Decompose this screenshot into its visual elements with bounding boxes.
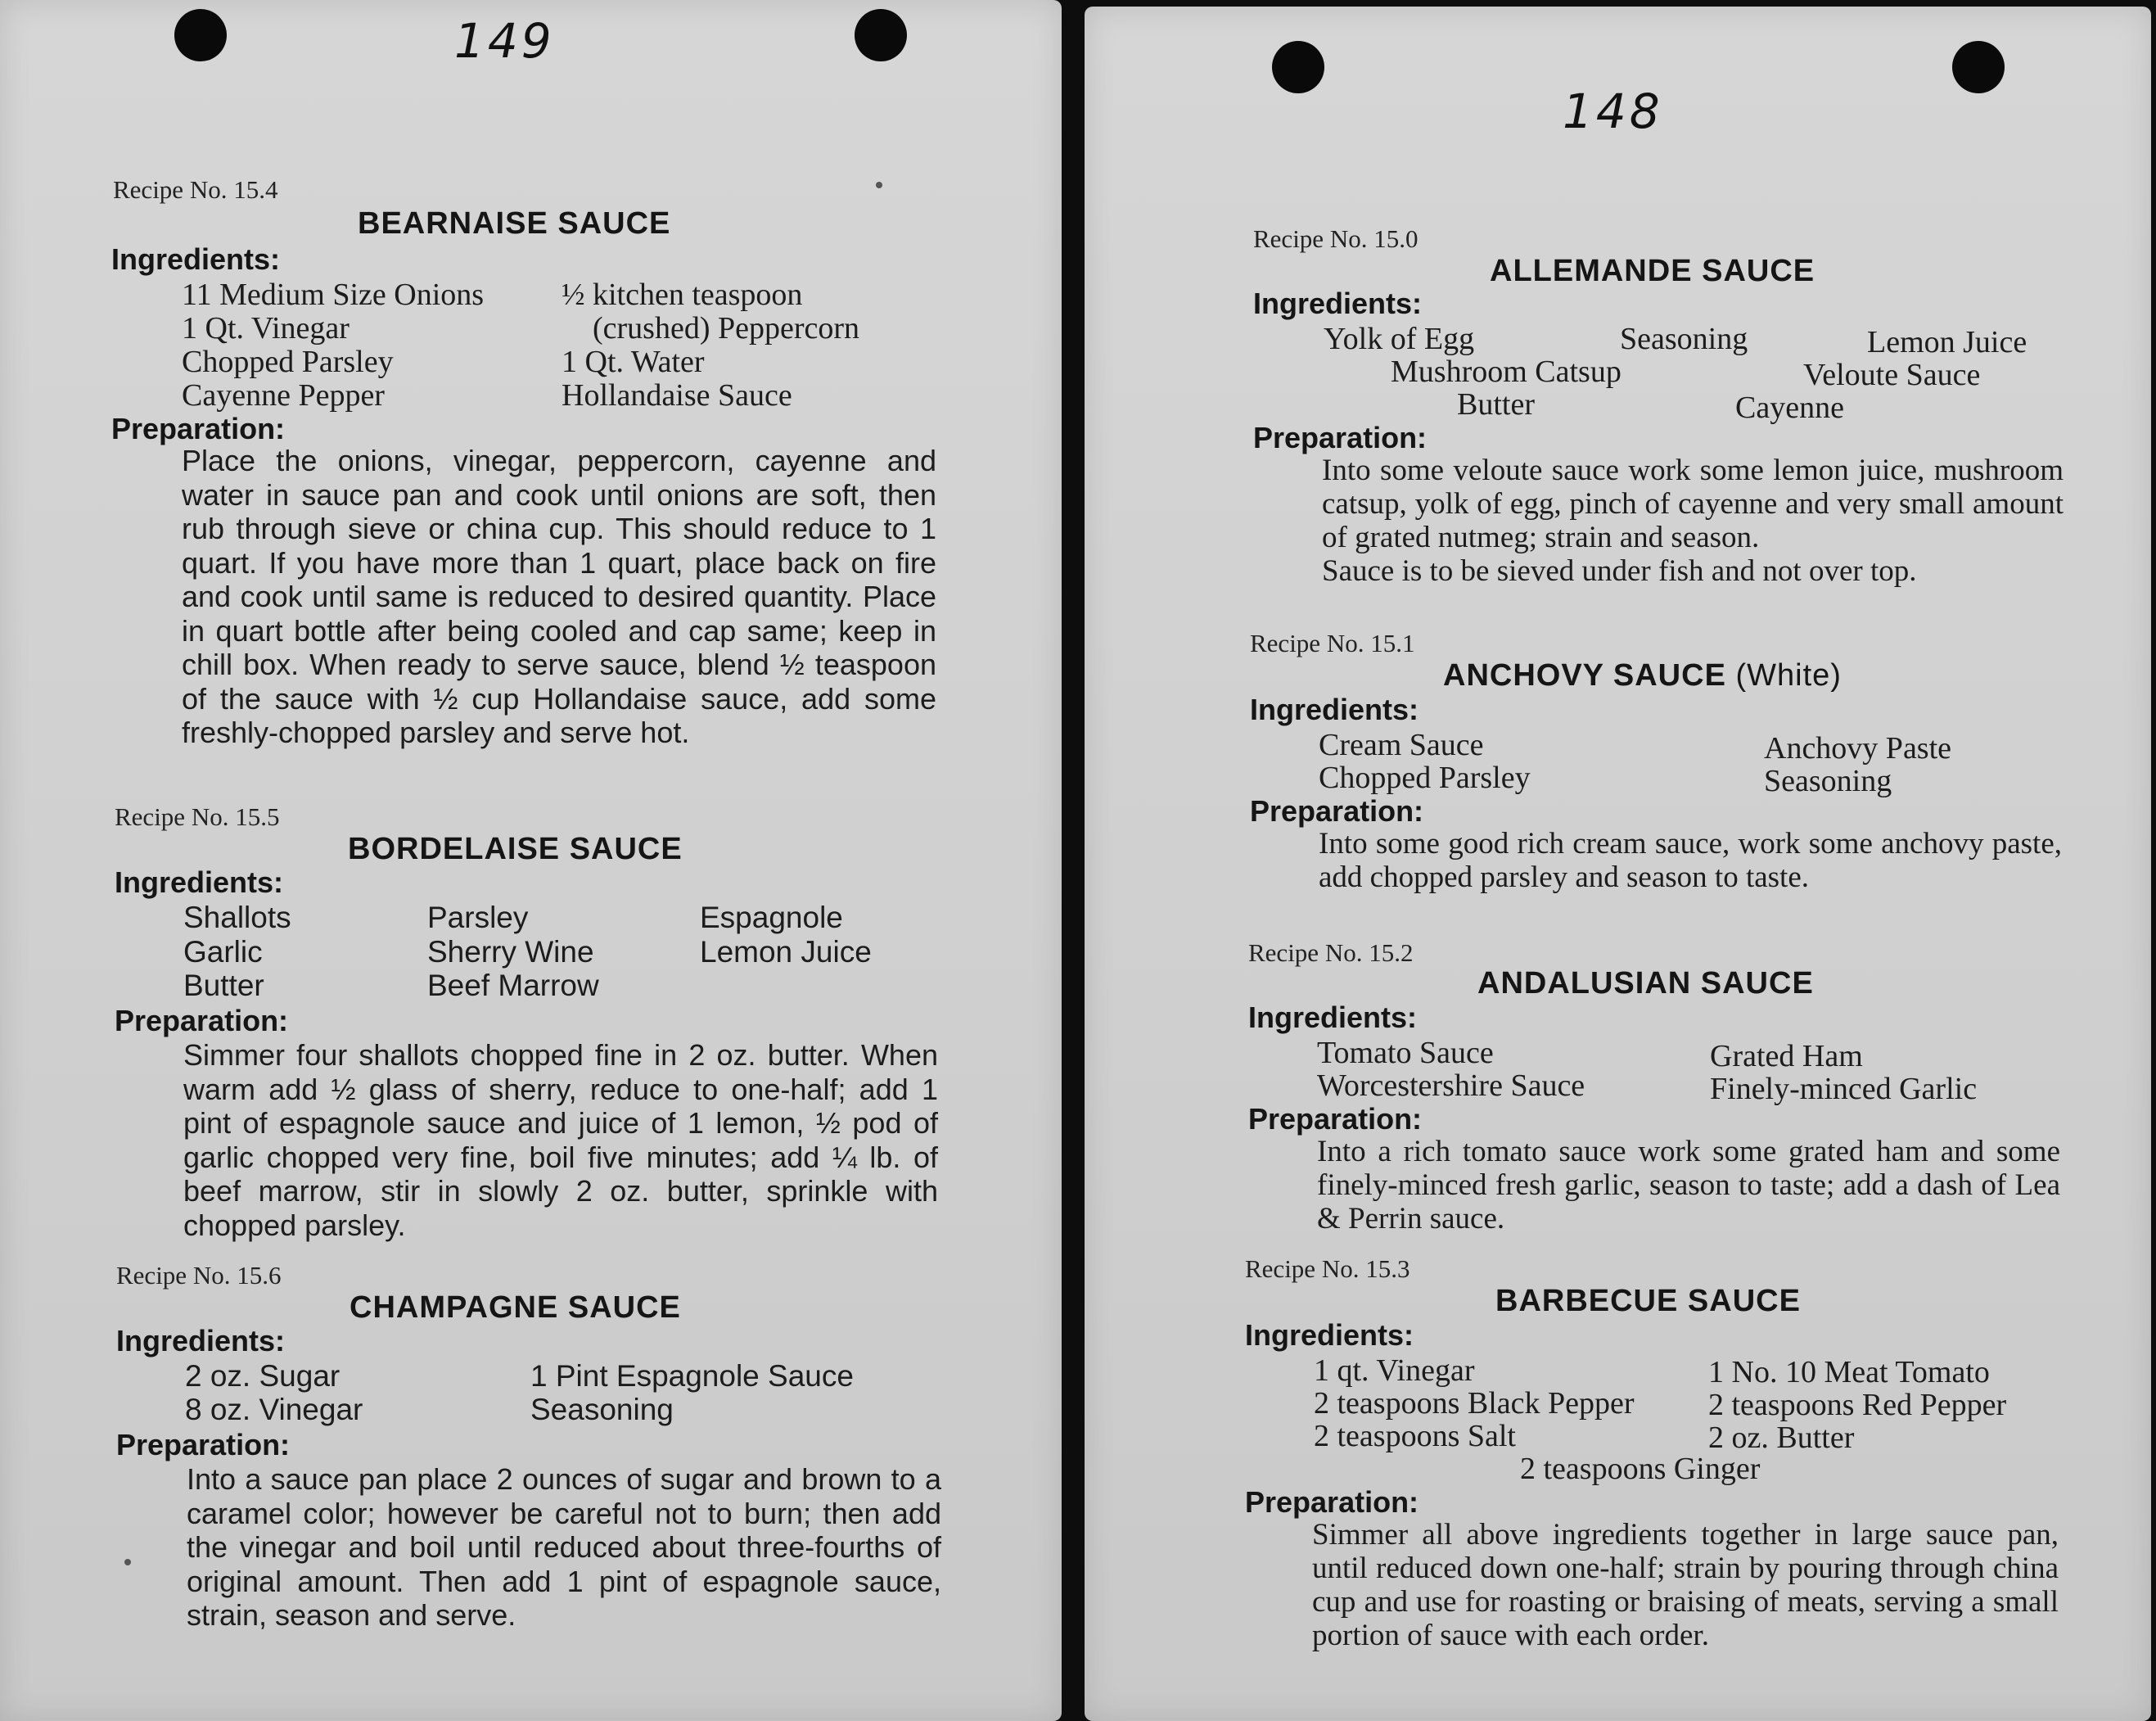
ingredient: Shallots [183, 901, 291, 934]
recipe-number: Recipe No. 15.5 [115, 802, 280, 831]
ingredient: Lemon Juice [700, 935, 872, 969]
recipe-title: BORDELAISE SAUCE [348, 832, 683, 866]
preparation-label: Preparation: [115, 1004, 289, 1037]
recipe-number: Recipe No. 15.3 [1245, 1254, 1410, 1283]
ingredient: Garlic [183, 935, 263, 969]
preparation-label: Preparation: [1253, 421, 1428, 454]
ingredient: 8 oz. Vinegar [185, 1393, 363, 1426]
ingredient: Yolk of Egg [1324, 322, 1475, 356]
ingredient: Veloute Sauce [1803, 358, 1981, 392]
ingredient: (crushed) Peppercorn [593, 311, 860, 346]
page-number: 149 [454, 13, 555, 69]
preparation-text: Into some good rich cream sauce, work some anchovy paste, add chopped parsley and season to taste. [1319, 827, 2062, 894]
ingredient: 1 Pint Espagnole Sauce [530, 1359, 854, 1393]
recipe-title: ALLEMANDE SAUCE [1490, 254, 1815, 288]
preparation-text: Simmer all above ingredients together in large sauce pan, until reduced down one-half; strain by pouring through china cup and use for roasting or braising of meats, serving a small portion of sauce with each order. [1312, 1518, 2059, 1652]
recipe-number: Recipe No. 15.6 [116, 1261, 282, 1290]
ingredient: Mushroom Catsup [1391, 355, 1622, 389]
ingredient: Tomato Sauce [1317, 1036, 1494, 1070]
preparation-label: Preparation: [1245, 1485, 1419, 1519]
ingredients-label: Ingredients: [116, 1324, 286, 1357]
ingredient: 1 Qt. Vinegar [182, 311, 350, 346]
recipe-title-text: ANCHOVY SAUCE [1443, 658, 1726, 693]
ingredient: 1 Qt. Water [562, 345, 705, 379]
ingredient: Parsley [427, 901, 529, 934]
preparation-note: Sauce is to be sieved under fish and not over top. [1322, 554, 1917, 588]
ingredient: Espagnole [700, 901, 843, 934]
ingredient: Cream Sauce [1319, 728, 1484, 762]
preparation-text: Place the onions, vinegar, peppercorn, cayenne and water in sauce pan and cook until onions are soft, then rub through sieve or china cup. This should reduce to 1 quart. If you have more than 1 quart, place back on fire and cook until same is reduced to desired quantity. Place in quart bottle after being cooled and cap same; keep in chill box. When ready to serve sauce, blend ½ teaspoon of the sauce with ½ cup Hollandaise sauce, add some freshly-chopped parsley and serve hot. [182, 444, 936, 749]
ingredient: 2 teaspoons Salt [1314, 1419, 1516, 1453]
ingredients-label: Ingredients: [115, 865, 284, 899]
preparation-label: Preparation: [111, 412, 286, 445]
preparation-text: Simmer four shallots chopped fine in 2 oz. butter. When warm add ½ glass of sherry, reduce to one-half; add 1 pint of espagnole sauce and juice of 1 lemon, ½ pod of garlic chopped very fine, boil five minutes; add ¼ lb. of beef marrow, stir in slowly 2 oz. butter, sprinkle with chopped parsley. [183, 1038, 938, 1242]
ingredient: Sherry Wine [427, 935, 594, 969]
ingredient: Lemon Juice [1867, 325, 2027, 359]
recipe-title: BARBECUE SAUCE [1495, 1284, 1801, 1318]
ingredient: 2 teaspoons Red Pepper [1708, 1388, 2007, 1422]
ingredient: 11 Medium Size Onions [182, 278, 485, 312]
ingredient: Chopped Parsley [1319, 761, 1531, 795]
recipe-number: Recipe No. 15.0 [1253, 224, 1419, 253]
recipe-number: Recipe No. 15.2 [1248, 938, 1414, 967]
recipe-card-148 [1085, 7, 2151, 1721]
ingredients-label: Ingredients: [1245, 1318, 1414, 1352]
ingredient: Worcestershire Sauce [1317, 1068, 1585, 1103]
ingredient: Seasoning [530, 1393, 674, 1426]
ingredients-label: Ingredients: [1248, 1001, 1418, 1034]
punch-hole-right [855, 9, 907, 61]
punch-hole-left [1272, 41, 1324, 93]
paper-speck [124, 1559, 131, 1565]
recipe-title-suffix: (White) [1735, 658, 1842, 693]
paper-speck [876, 182, 882, 188]
preparation-text: Into a sauce pan place 2 ounces of sugar and brown to a caramel color; however be careful not to burn; then add the vinegar and boil until reduced about three-fourths of original amount. Then add 1 pint of espagnole sauce, strain, season and serve. [187, 1462, 941, 1632]
recipe-number: Recipe No. 15.1 [1250, 629, 1415, 657]
ingredient: 2 teaspoons Ginger [1520, 1452, 1761, 1486]
preparation-label: Preparation: [1248, 1102, 1423, 1136]
ingredient: Butter [1457, 387, 1535, 422]
punch-hole-right [1952, 41, 2005, 93]
ingredient: Seasoning [1620, 322, 1748, 356]
preparation-text: Into some veloute sauce work some lemon juice, mushroom catsup, yolk of egg, pinch of cayenne and very small amount of grated nutmeg; strain and season. Sauce is to be sieved under fish and not over top. [1322, 454, 2064, 588]
page-number: 148 [1563, 84, 1663, 139]
ingredient: Cayenne [1735, 391, 1844, 425]
recipe-title: BEARNAISE SAUCE [358, 206, 671, 241]
ingredient: 1 No. 10 Meat Tomato [1708, 1355, 1990, 1389]
preparation-label: Preparation: [116, 1428, 291, 1461]
ingredient: Cayenne Pepper [182, 378, 385, 413]
ingredient: 2 oz. Sugar [185, 1359, 341, 1393]
recipe-title: ANDALUSIAN SAUCE [1477, 966, 1814, 1001]
recipe-number: Recipe No. 15.4 [113, 175, 278, 204]
recipe-title [1443, 658, 1842, 693]
ingredients-label: Ingredients: [1250, 693, 1419, 726]
ingredients-label: Ingredients: [1253, 287, 1423, 320]
ingredient: Seasoning [1764, 764, 1892, 798]
ingredient: 2 oz. Butter [1708, 1421, 1855, 1455]
ingredient: Hollandaise Sauce [562, 378, 792, 413]
ingredient: Chopped Parsley [182, 345, 394, 379]
ingredient: Finely-minced Garlic [1710, 1072, 1978, 1106]
ingredient: Anchovy Paste [1764, 731, 1952, 766]
preparation-label: Preparation: [1250, 794, 1424, 828]
preparation-text: Into a rich tomato sauce work some grated ham and some finely-minced fresh garlic, season to taste; add a dash of Lea & Perrin sauce. [1317, 1135, 2060, 1235]
ingredients-label: Ingredients: [111, 242, 281, 276]
ingredient: Butter [183, 969, 264, 1002]
ingredient: 2 teaspoons Black Pepper [1314, 1386, 1635, 1421]
punch-hole-left [174, 9, 227, 61]
recipe-card-149 [0, 0, 1062, 1721]
ingredient: Beef Marrow [427, 969, 599, 1002]
recipe-title: CHAMPAGNE SAUCE [350, 1290, 681, 1325]
ingredient: ½ kitchen teaspoon [562, 278, 803, 312]
ingredient: 1 qt. Vinegar [1314, 1353, 1475, 1388]
ingredient: Grated Ham [1710, 1039, 1863, 1073]
